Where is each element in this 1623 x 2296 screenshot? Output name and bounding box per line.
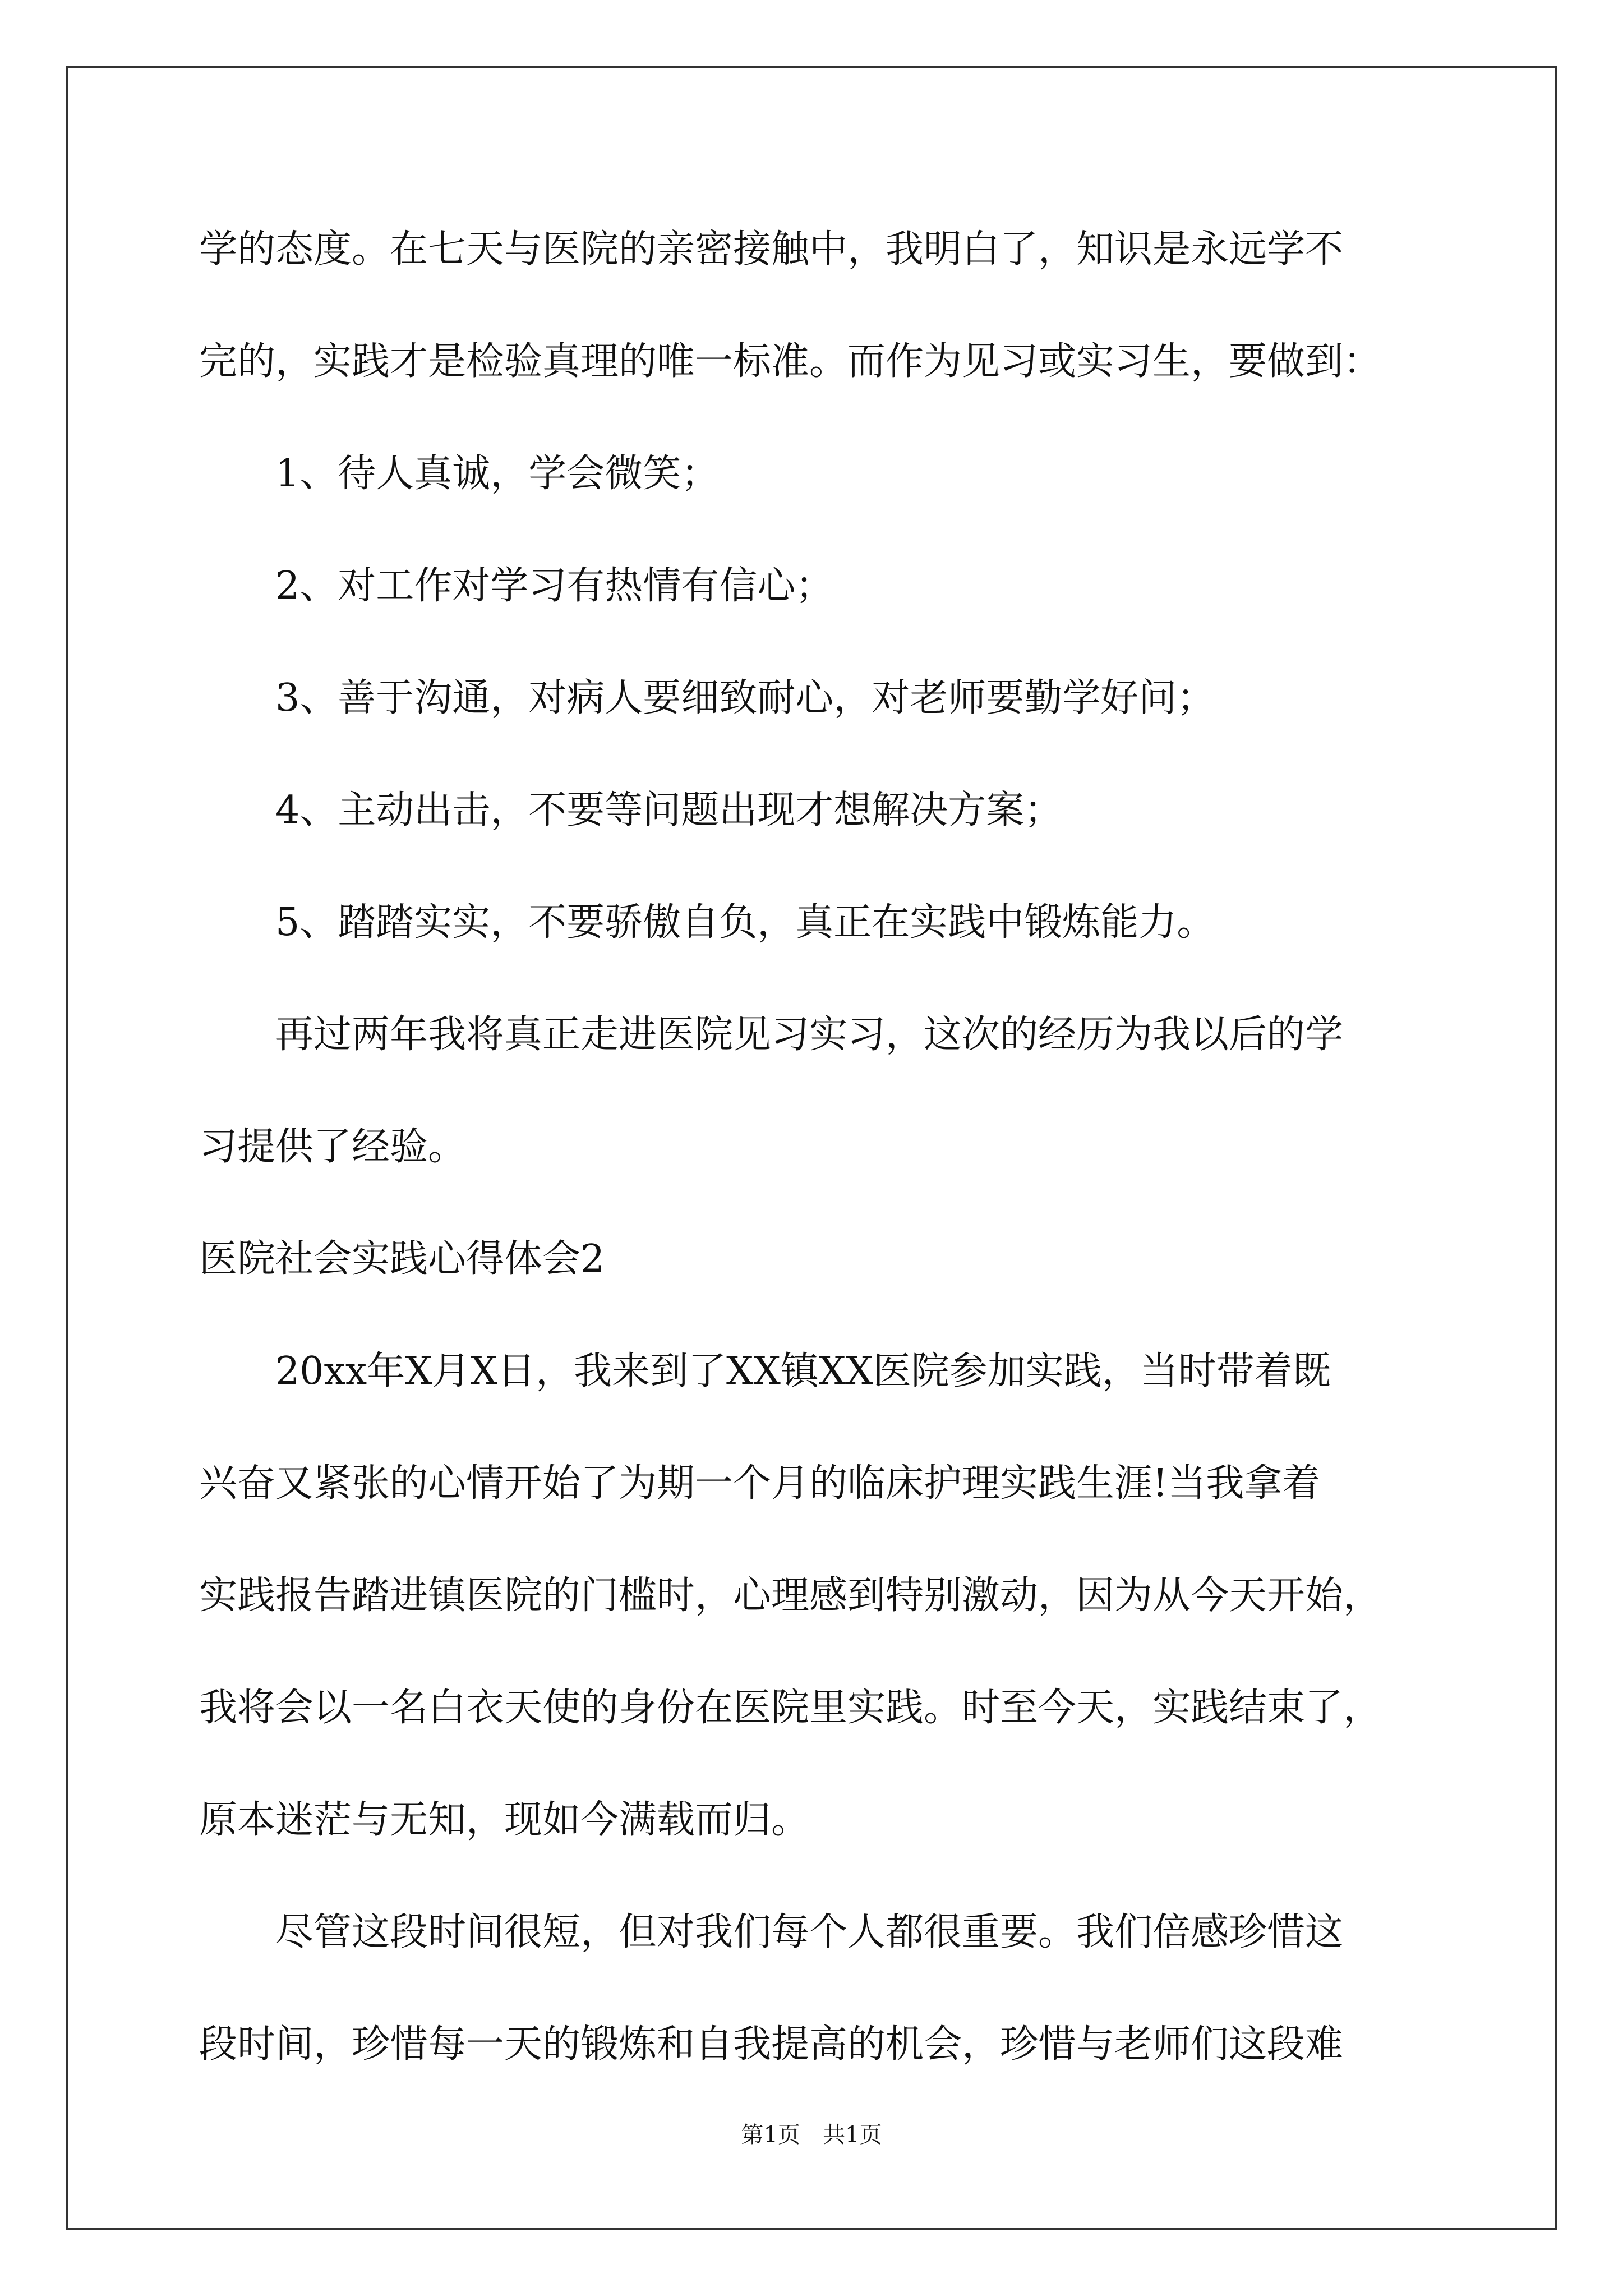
body-line: 兴奋又紧张的心情开始了为期一个月的临床护理实践生涯!当我拿着 (199, 1461, 1321, 1506)
body-line: 20xx年X月X日，我来到了XX镇XX医院参加实践，当时带着既 (199, 1349, 1331, 1393)
body-line: 原本迷茫与无知，现如今满载而归。 (199, 1798, 810, 1842)
list-item: 2、对工作对学习有热情有信心； (199, 564, 834, 608)
body-line: 尽管这段时间很短，但对我们每个人都很重要。我们倍感珍惜这 (199, 1910, 1344, 1954)
list-item: 4、主动出击，不要等问题出现才想解决方案； (199, 788, 1063, 832)
body-line: 实践报告踏进镇医院的门槛时，心理感到特别激动，因为从今天开始， (199, 1573, 1382, 1618)
body-line: 学的态度。在七天与医院的亲密接触中，我明白了，知识是永远学不 (199, 227, 1344, 272)
body-line: 习提供了经验。 (199, 1125, 467, 1169)
list-item: 3、善于沟通，对病人要细致耐心，对老师要勤学好问； (199, 676, 1215, 720)
body-line: 再过两年我将真正走进医院见习实习，这次的经历为我以后的学 (199, 1013, 1344, 1057)
body-line: 我将会以一名白衣天使的身份在医院里实践。时至今天，实践结束了， (199, 1686, 1382, 1730)
list-item: 1、待人真诚，学会微笑； (199, 452, 720, 496)
section-title: 医院社会实践心得体会2 (199, 1237, 605, 1281)
page-number-footer: 第1页 共1页 (741, 2122, 882, 2148)
body-line: 完的，实践才是检验真理的唯一标准。而作为见习或实习生，要做到： (199, 339, 1382, 384)
body-line: 段时间，珍惜每一天的锻炼和自我提高的机会，珍惜与老师们这段难 (199, 2022, 1344, 2067)
list-item: 5、踏踏实实，不要骄傲自负，真正在实践中锻炼能力。 (199, 900, 1215, 945)
